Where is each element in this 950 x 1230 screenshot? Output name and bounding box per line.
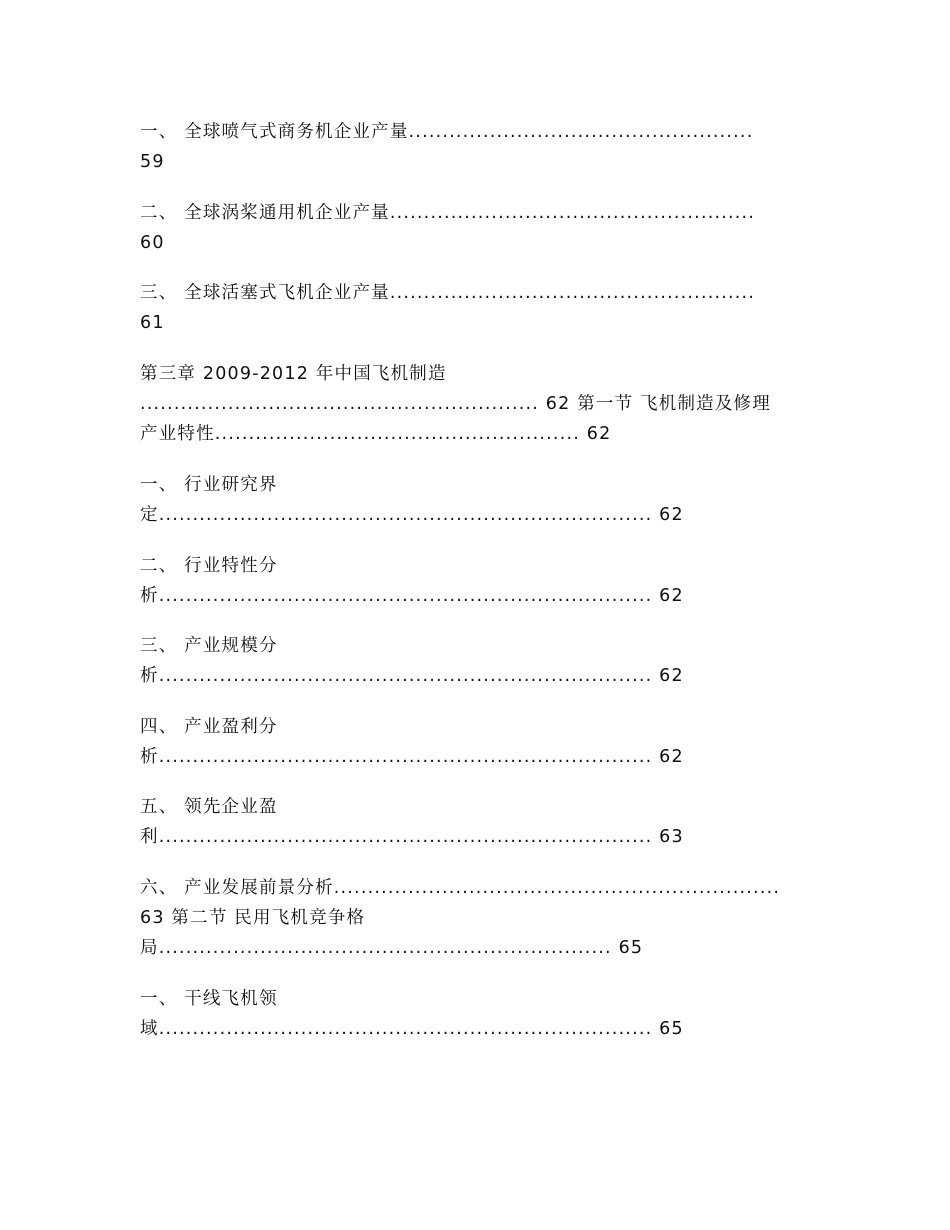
toc-line: ........................................................... 62 第一节 飞机制造及修理 (140, 394, 771, 414)
toc-line: 六、 产业发展前景分析.................................................................. (140, 878, 781, 898)
toc-line: 63 第二节 民用飞机竞争格 (140, 908, 366, 928)
toc-line: 产业特性...................................................... 62 (140, 424, 612, 444)
toc-line: 一、 行业研究界 (140, 475, 278, 495)
toc-line: 析......................................................................... 62 (140, 666, 684, 686)
toc-line: 二、 行业特性分 (140, 556, 278, 576)
toc-page-number: 61 (140, 313, 165, 333)
toc-entry (140, 198, 830, 258)
toc-line: 利......................................................................... 63 (140, 827, 684, 847)
toc-line: 析......................................................................... 62 (140, 747, 684, 767)
toc-entry (140, 984, 830, 1044)
toc-line: 局................................................................... 65 (140, 938, 644, 958)
toc-line: 五、 领先企业盈 (140, 797, 278, 817)
toc-line: 定......................................................................... 62 (140, 505, 684, 525)
toc-line: 析......................................................................... 62 (140, 586, 684, 606)
toc-line: 一、 全球喷气式商务机企业产量................................................... (140, 122, 754, 142)
toc-entry (140, 470, 830, 530)
toc-entry (140, 631, 830, 691)
toc-entry (140, 117, 830, 177)
toc-page-number: 59 (140, 152, 165, 172)
toc-entry (140, 873, 830, 963)
toc-entry (140, 792, 830, 852)
toc-line: 二、 全球涡桨通用机企业产量...................................................... (140, 203, 756, 223)
toc-entry (140, 359, 830, 449)
toc-entry (140, 712, 830, 772)
toc-page-number: 60 (140, 233, 165, 253)
toc-line: 三、 全球活塞式飞机企业产量...................................................... (140, 283, 756, 303)
toc-line: 三、 产业规模分 (140, 636, 278, 656)
toc-entry (140, 278, 830, 338)
toc-line: 域......................................................................... 65 (140, 1019, 684, 1039)
toc-chapter-title: 第三章 2009-2012 年中国飞机制造 (140, 364, 447, 384)
toc-line: 一、 干线飞机领 (140, 989, 278, 1009)
toc-entry (140, 551, 830, 611)
toc-line: 四、 产业盈利分 (140, 717, 278, 737)
